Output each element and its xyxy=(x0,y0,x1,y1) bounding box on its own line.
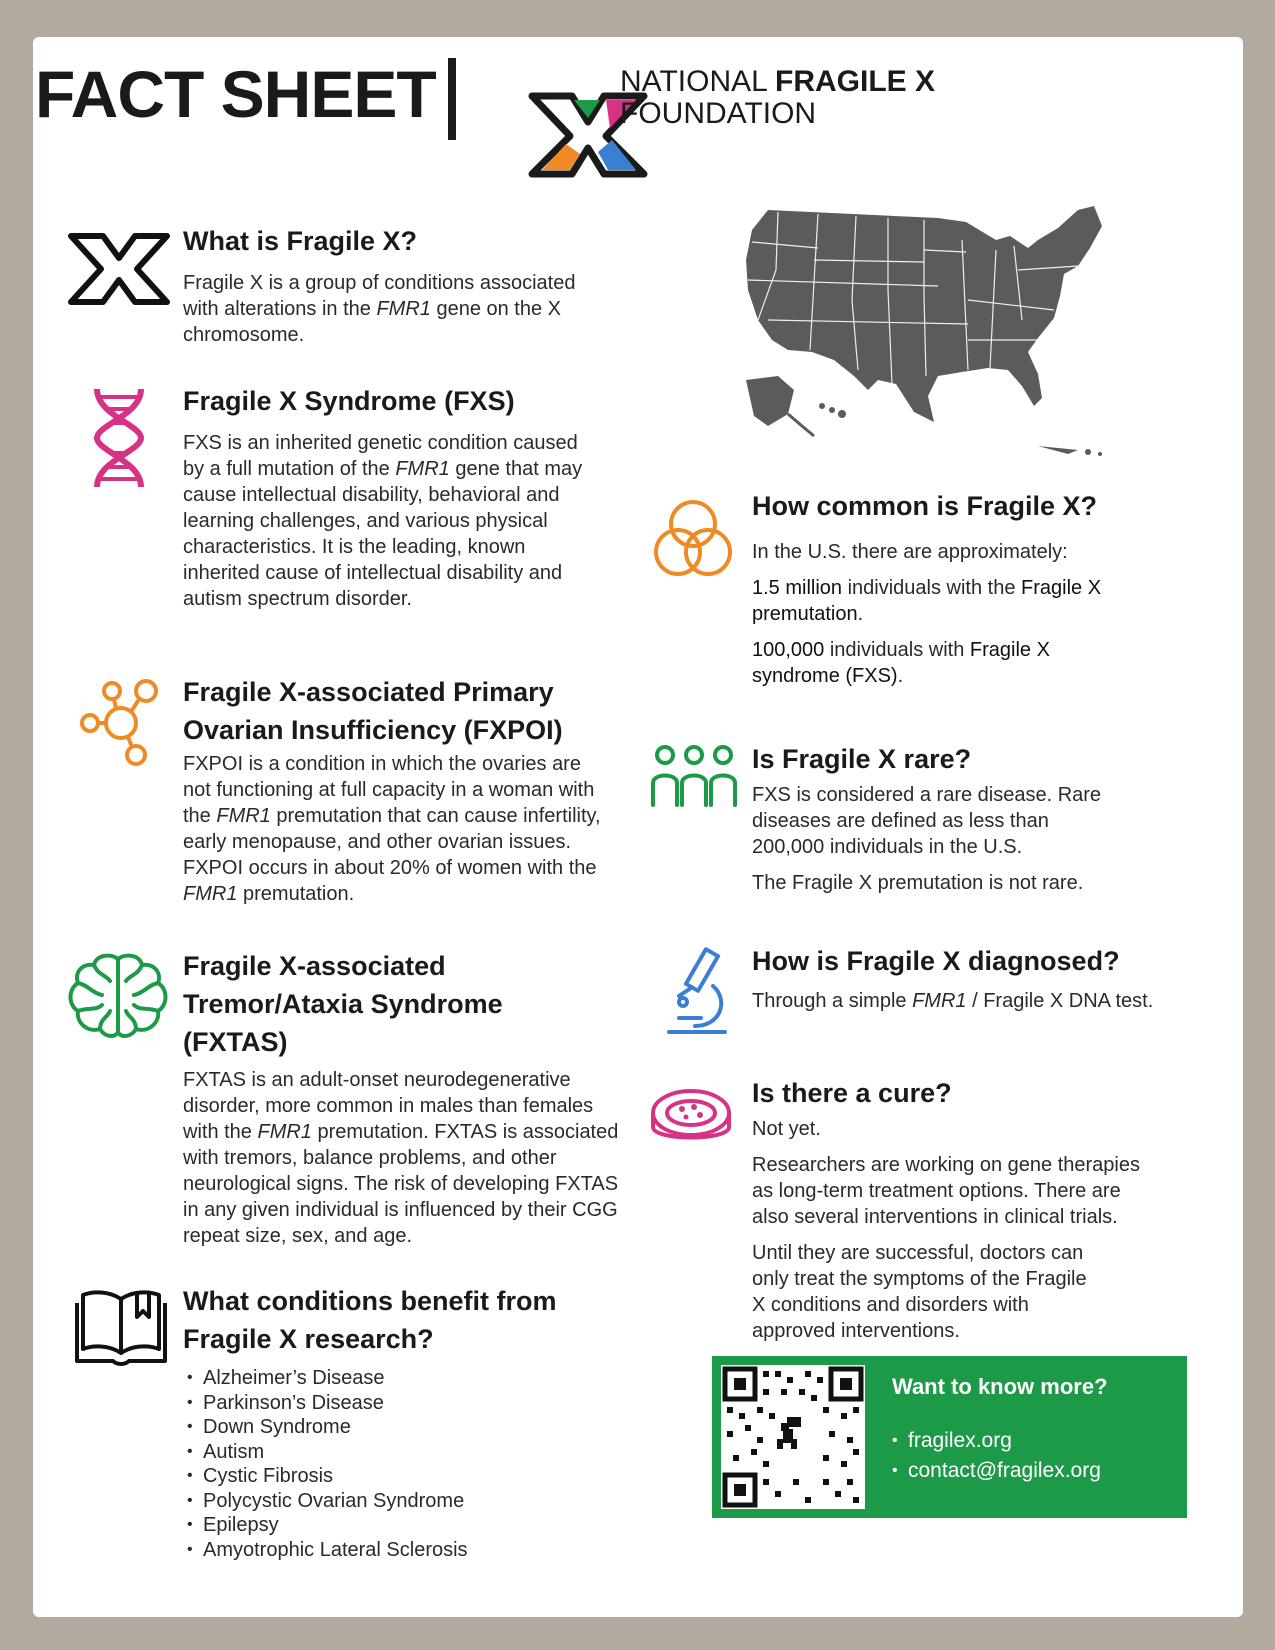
section-title: Fragile X-associated Tremor/Ataxia Syndrome (FXTAS) xyxy=(183,951,503,1057)
list-item: • Amyotrophic Lateral Sclerosis xyxy=(183,1538,623,1563)
section-text: The Fragile X premutation is not rare. xyxy=(752,872,1084,894)
stat-premutation: 1.5 million individuals with the Fragile X premutation. xyxy=(752,577,1102,625)
section-title: How is Fragile X diagnosed? xyxy=(752,946,1120,976)
website-link[interactable]: • fragilex.org xyxy=(892,1426,1101,1456)
list-item: • Autism xyxy=(183,1440,623,1465)
list-item: • Cystic Fibrosis xyxy=(183,1464,623,1489)
list-item: • Alzheimer’s Disease xyxy=(183,1366,623,1391)
section-text: Fragile X is a group of conditions associated with alterations in the FMR1 gene on the X chromosome. xyxy=(183,272,576,346)
section-how-common xyxy=(752,487,1192,689)
cta-title: Want to know more? xyxy=(892,1374,1108,1399)
section-title: Fragile X Syndrome (FXS) xyxy=(183,386,515,416)
section-text: Through a simple FMR1 / Fragile X DNA test. xyxy=(752,990,1154,1012)
book-icon xyxy=(73,1287,169,1367)
dna-icon xyxy=(91,385,147,491)
list-item: • Parkinson’s Disease xyxy=(183,1391,623,1416)
list-item: • Polycystic Ovarian Syndrome xyxy=(183,1489,623,1514)
qr-code-icon[interactable] xyxy=(721,1365,865,1509)
section-fxs xyxy=(183,382,593,612)
venn-circles-icon xyxy=(652,498,734,580)
section-fxpoi xyxy=(183,673,603,907)
header-divider xyxy=(448,58,456,140)
section-title: Fragile X-associated Primary Ovarian Insufficiency (FXPOI) xyxy=(183,677,563,745)
section-text: Researchers are working on gene therapies as long-term treatment options. There are also several interventions in clinical trials. xyxy=(752,1154,1140,1228)
section-text: FXTAS is an adult-onset neurodegenerative disorder, more common in males than females with the FMR1 premutation. FXTAS is associated with tremors, balance problems, and other neurological signs. The risk of developing FXTAS in any given individual is influenced by their CGG repeat size, sex, and age. xyxy=(183,1069,619,1247)
petri-dish-icon xyxy=(648,1085,734,1155)
more-info-box xyxy=(712,1356,1187,1518)
brain-icon xyxy=(66,951,170,1041)
email-link[interactable]: • contact@fragilex.org xyxy=(892,1456,1101,1486)
fragile-x-logo-icon xyxy=(67,232,171,306)
list-item: • Epilepsy xyxy=(183,1513,623,1538)
conditions-list xyxy=(183,1366,623,1562)
section-what-is-fragile-x xyxy=(183,222,603,348)
cta-links xyxy=(892,1426,1101,1486)
section-title: Is there a cure? xyxy=(752,1078,952,1108)
section-conditions xyxy=(183,1282,623,1562)
section-is-rare xyxy=(752,740,1102,896)
org-name-light: NATIONAL xyxy=(620,65,776,98)
molecule-icon xyxy=(78,677,160,767)
section-title: What conditions benefit from Fragile X research? xyxy=(183,1286,557,1354)
microscope-icon xyxy=(665,946,729,1036)
list-item: • Down Syndrome xyxy=(183,1415,623,1440)
people-icon xyxy=(651,745,737,807)
section-fxtas xyxy=(183,947,623,1249)
section-title: Is Fragile X rare? xyxy=(752,744,972,774)
section-diagnosed xyxy=(752,942,1192,1014)
section-text: FXPOI is a condition in which the ovaries are not functioning at full capacity in a woman with the FMR1 premutation that can cause infertility, early menopause, and other ovarian issues. FXPOI occurs in about 20% of women with the FMR1 premutation. xyxy=(183,753,601,905)
org-name-bold: FRAGILE X xyxy=(775,65,936,98)
section-intro: In the U.S. there are approximately: xyxy=(752,541,1068,563)
page-title: FACT SHEET xyxy=(35,57,436,131)
org-name-line2: FOUNDATION xyxy=(620,97,817,130)
section-title: What is Fragile X? xyxy=(183,226,418,256)
section-text: Not yet. xyxy=(752,1118,821,1140)
section-title: How common is Fragile X? xyxy=(752,491,1098,521)
stat-fxs: 100,000 individuals with Fragile X syndrome (FXS). xyxy=(752,639,1050,687)
section-text: Until they are successful, doctors can only treat the symptoms of the Fragile X conditions and disorders with approved interventions. xyxy=(752,1242,1087,1342)
section-text: FXS is an inherited genetic condition caused by a full mutation of the FMR1 gene that may cause intellectual disability, behavioral and learning challenges, and various physical characteristics. It is the leading, known inherited cause of intellectual disability and autism spectrum disorder. xyxy=(183,432,583,610)
section-cure xyxy=(752,1074,1152,1344)
map-icon xyxy=(738,200,1138,472)
section-text: FXS is considered a rare disease. Rare diseases are defined as less than 200,000 individuals in the U.S. xyxy=(752,784,1102,858)
organization-name xyxy=(620,66,935,130)
